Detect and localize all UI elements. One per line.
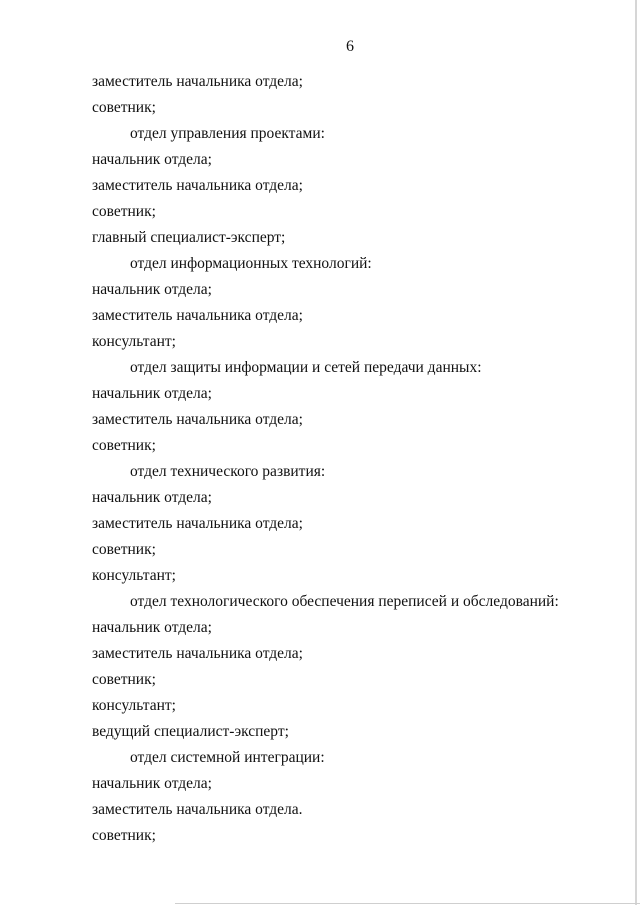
position-line: ведущий специалист-эксперт; bbox=[92, 723, 289, 740]
position-line: советник; bbox=[92, 99, 156, 116]
department-heading: отдел технологического обеспечения переписей и обследований: bbox=[130, 593, 559, 610]
position-line: советник; bbox=[92, 671, 156, 688]
position-line: советник; bbox=[92, 541, 156, 558]
scan-edge-bottom bbox=[175, 903, 640, 904]
page-number: 6 bbox=[346, 38, 354, 55]
position-line: заместитель начальника отдела; bbox=[92, 177, 303, 194]
position-line: начальник отдела; bbox=[92, 775, 212, 792]
department-heading: отдел информационных технологий: bbox=[130, 255, 372, 272]
position-line: советник; bbox=[92, 203, 156, 220]
department-heading: отдел технического развития: bbox=[130, 463, 326, 480]
position-line: советник; bbox=[92, 437, 156, 454]
position-line: заместитель начальника отдела. bbox=[92, 801, 303, 818]
position-line: заместитель начальника отдела; bbox=[92, 411, 303, 428]
position-line: заместитель начальника отдела; bbox=[92, 307, 303, 324]
position-line: заместитель начальника отдела; bbox=[92, 73, 303, 90]
position-line: начальник отдела; bbox=[92, 281, 212, 298]
position-line: начальник отдела; bbox=[92, 489, 212, 506]
position-line: консультант; bbox=[92, 567, 176, 584]
position-line: консультант; bbox=[92, 697, 176, 714]
position-line: начальник отдела; bbox=[92, 619, 212, 636]
position-line: начальник отдела; bbox=[92, 151, 212, 168]
position-line: консультант; bbox=[92, 333, 176, 350]
position-line: заместитель начальника отдела; bbox=[92, 515, 303, 532]
department-heading: отдел защиты информации и сетей передачи данных: bbox=[130, 359, 482, 376]
position-line: начальник отдела; bbox=[92, 385, 212, 402]
position-line: советник; bbox=[92, 827, 156, 844]
department-heading: отдел системной интеграции: bbox=[130, 749, 325, 766]
department-heading: отдел управления проектами: bbox=[130, 125, 325, 142]
position-line: заместитель начальника отдела; bbox=[92, 645, 303, 662]
position-list bbox=[0, 69, 640, 849]
position-line: главный специалист-эксперт; bbox=[92, 229, 286, 246]
